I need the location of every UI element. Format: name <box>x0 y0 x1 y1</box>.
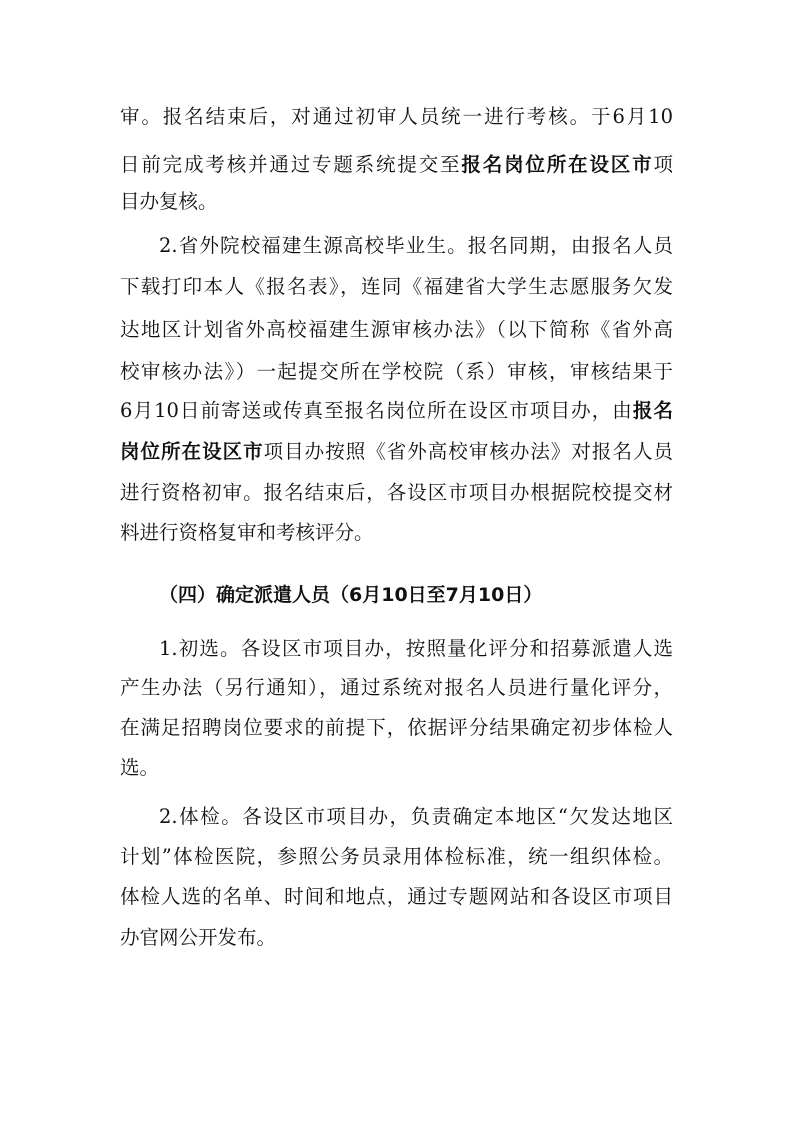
text-line: 选。 <box>120 756 160 779</box>
text-run: 6月10日前寄送或传真至报名岗位所在设区市项目办，由 <box>120 399 633 422</box>
text-line: 下载打印本人《报名表》，连同《福建省大学生志愿服务欠发 <box>120 275 673 298</box>
text-line <box>120 432 673 472</box>
text-line: 审。报名结束后，对通过初审人员统一进行考核。于6月10 <box>120 105 673 128</box>
text-run: 项 <box>653 153 673 176</box>
text-line: 办官网公开发布。 <box>120 926 277 949</box>
text-line: 进行资格初审。报名结束后，各设区市项目办根据院校提交材 <box>120 481 673 504</box>
text-run: 日前完成考核并通过专题系统提交至 <box>120 153 462 176</box>
text-line: 1.初选。各设区市项目办，按照量化评分和招募派遣人选 <box>159 637 673 660</box>
bold-text-run: 报名 <box>632 399 673 422</box>
text-line: 在满足招聘岗位要求的前提下，依据评分结果确定初步体检人 <box>120 716 673 739</box>
text-line: 校审核办法》）一起提交所在学校院（系）审核，审核结果于 <box>120 360 673 383</box>
text-line: 计划”体检医院，参照公务员录用体检标准，统一组织体检。 <box>120 845 673 868</box>
bold-text-run: 报名岗位所在设区市 <box>461 153 654 176</box>
text-line: 2.体检。各设区市项目办，负责确定本地区“欠发达地区 <box>159 805 673 828</box>
text-line <box>120 391 673 431</box>
text-line: 体检人选的名单、时间和地点，通过专题网站和各设区市项目 <box>120 885 673 908</box>
text-run: 项目办按照《省外高校审核办法》对报名人员 <box>263 440 673 463</box>
bold-text-run: 岗位所在设区市 <box>120 440 264 463</box>
text-line: 料进行资格复审和考核评分。 <box>120 521 374 544</box>
section-heading: （四）确定派遣人员（6月10日至7月10日） <box>159 584 543 606</box>
text-line: 目办复核。 <box>120 190 218 213</box>
text-line: 达地区计划省外高校福建生源审核办法》（以下简称《省外高 <box>120 318 673 341</box>
text-line: 2.省外院校福建生源高校毕业生。报名同期，由报名人员 <box>159 234 673 257</box>
text-line <box>120 145 673 185</box>
text-line: 产生办法（另行通知），通过系统对报名人员进行量化评分， <box>120 676 673 699</box>
